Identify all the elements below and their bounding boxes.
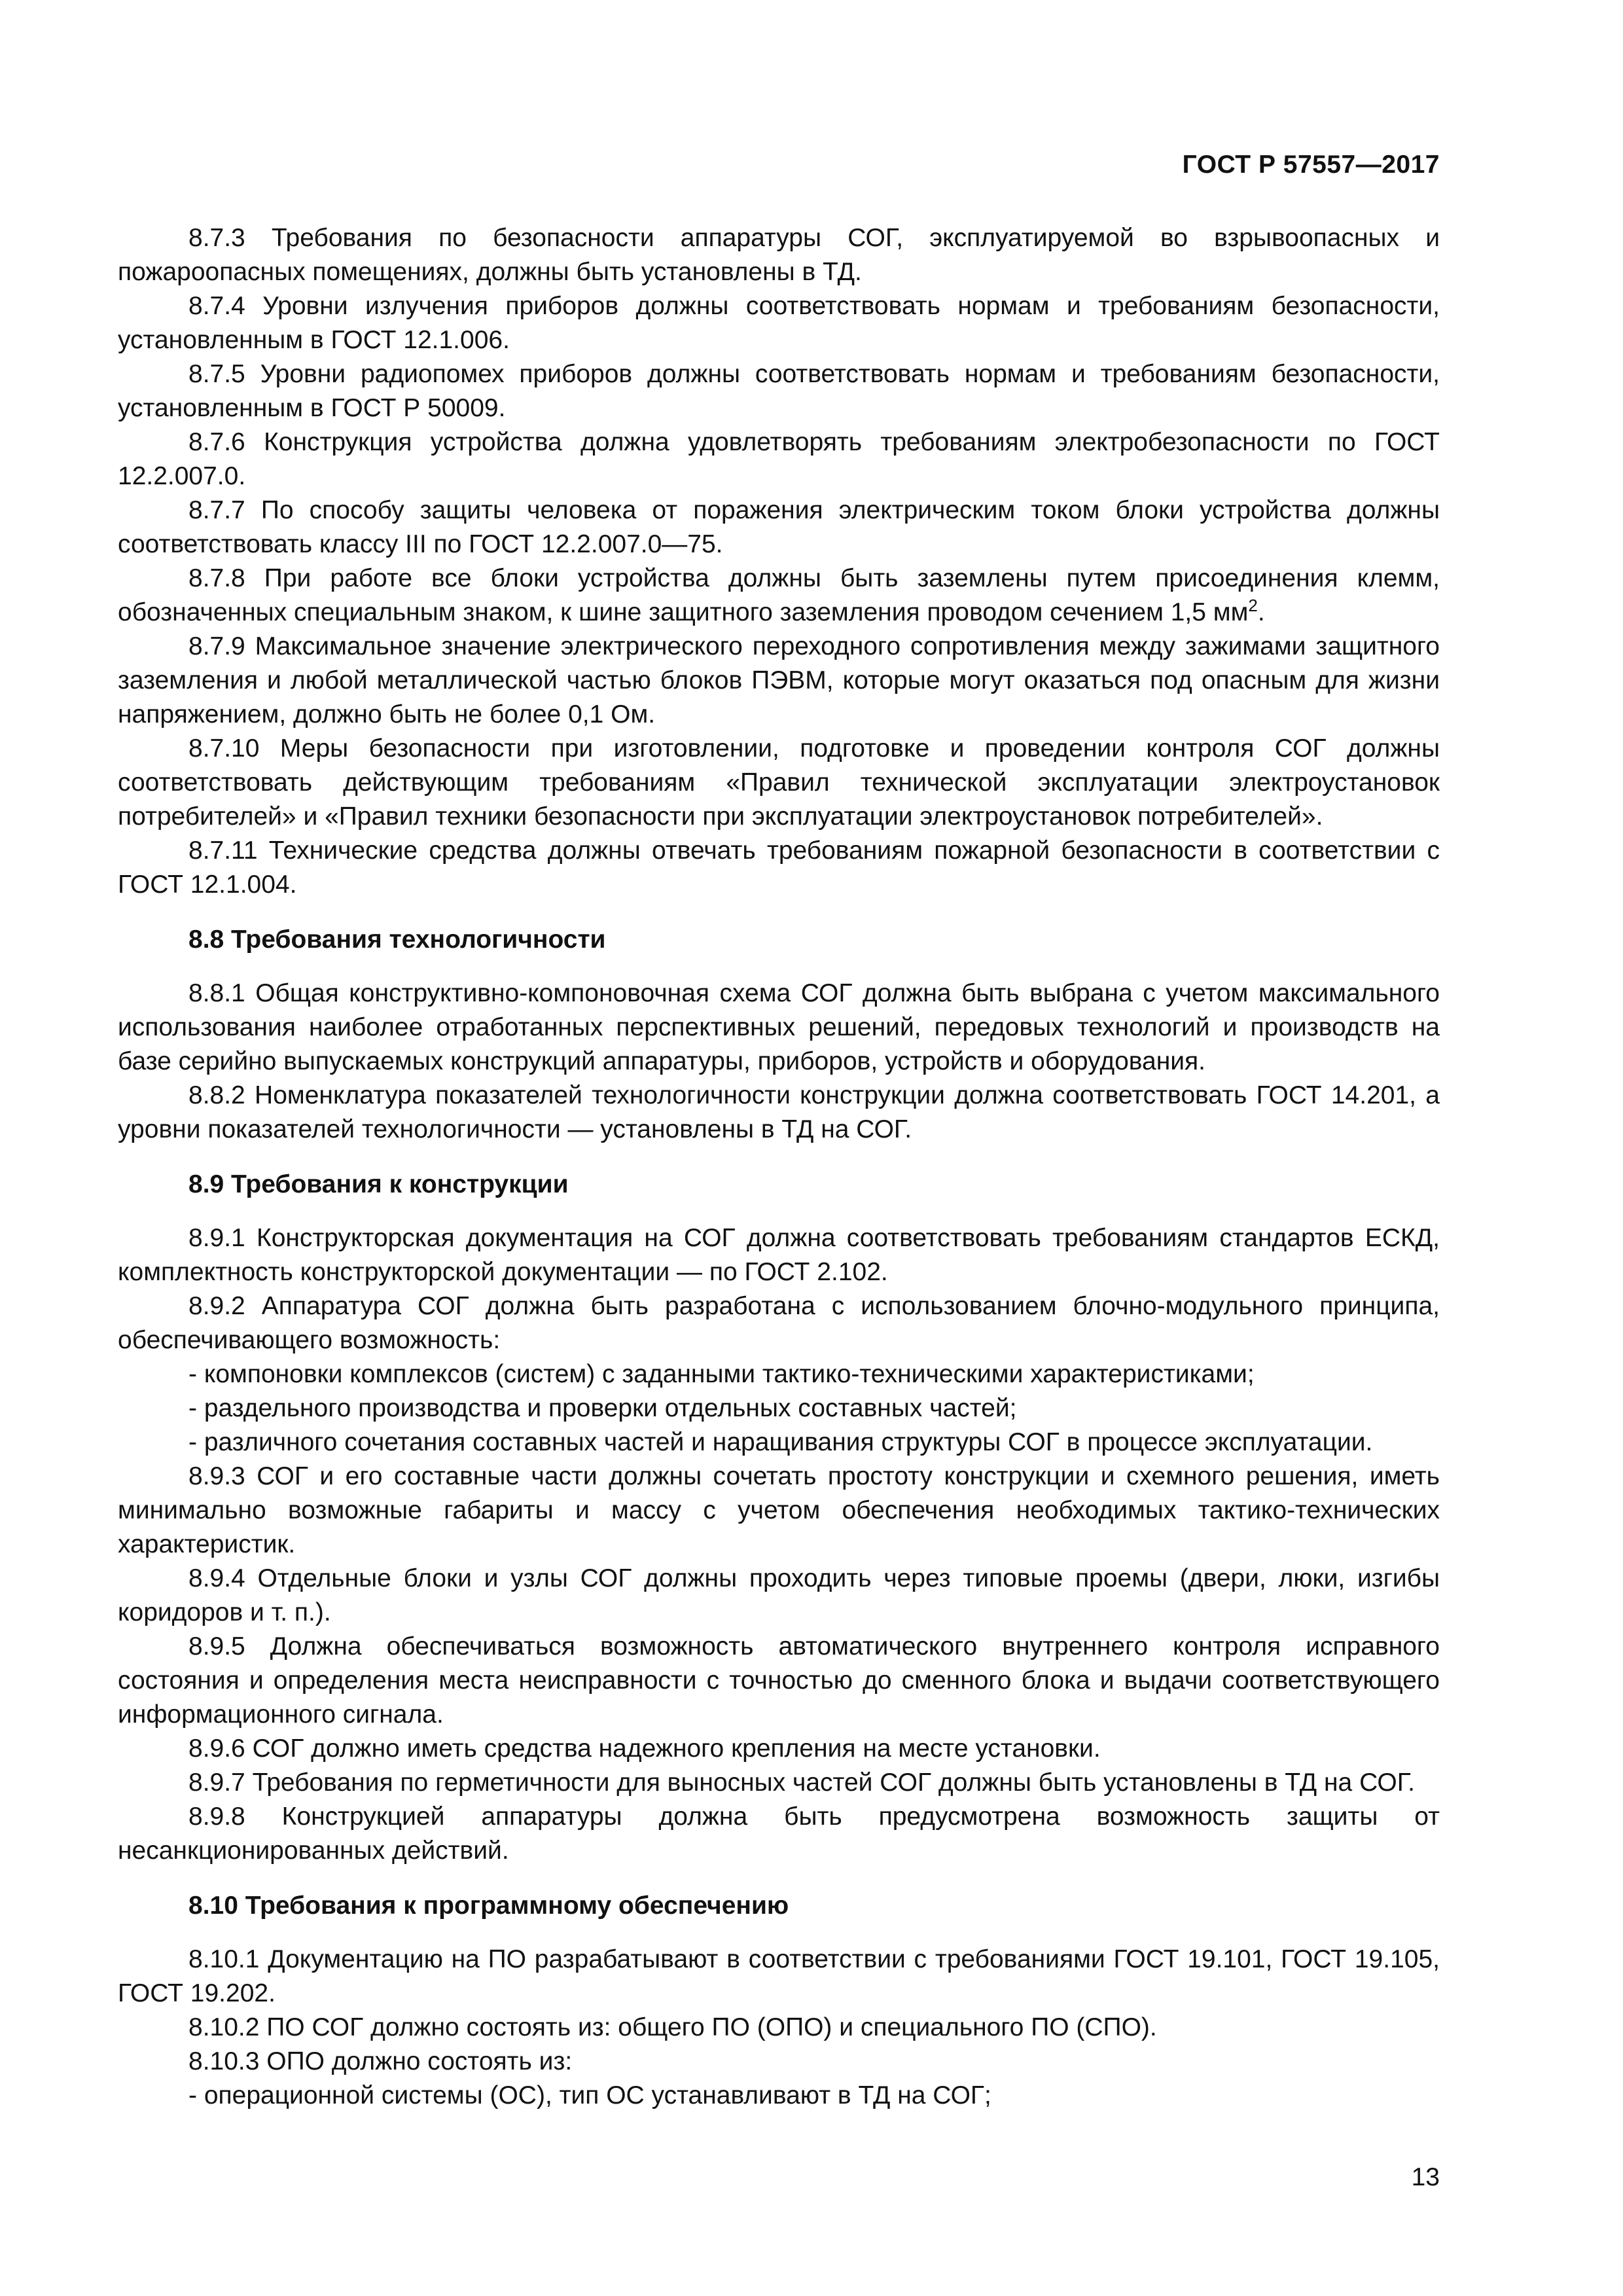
- paragraph: [118, 357, 1440, 425]
- section-heading: [118, 1168, 1440, 1202]
- list-item: [118, 1391, 1440, 1426]
- paragraph: [118, 2011, 1440, 2045]
- block-text: 8.9.4 Отдельные блоки и узлы СОГ должны проходить через типовые проемы (двери, люки, изгибы коридоров и т. п.).: [118, 1564, 1440, 1626]
- block-text: 8.9.2 Аппаратура СОГ должна быть разработана с использованием блочно-модульного принципа, обеспечивающего возможность:: [118, 1292, 1440, 1354]
- paragraph: [118, 1221, 1440, 1289]
- block-text: 8.10 Требования к программному обеспечению: [188, 1892, 789, 1920]
- paragraph: [118, 1079, 1440, 1147]
- page-number: 13: [1411, 2163, 1440, 2191]
- paragraph: [118, 1732, 1440, 1766]
- paragraph: [118, 977, 1440, 1079]
- block-text: 8.10.2 ПО СОГ должно состоять из: общего ПО (ОПО) и специального ПО (СПО).: [188, 2013, 1157, 2041]
- paragraph: [118, 1460, 1440, 1562]
- list-item: [118, 1426, 1440, 1460]
- paragraph: [118, 834, 1440, 902]
- block-text: 8.7.11 Технические средства должны отвечать требованиям пожарной безопасности в соответствии с ГОСТ 12.1.004.: [118, 836, 1440, 899]
- block-text: - компоновки комплексов (систем) с заданными тактико-техническими характеристиками;: [188, 1360, 1255, 1388]
- block-text: 8.9.5 Должна обеспечиваться возможность автоматического внутреннего контроля исправного состояния и определения места неисправности с точностью до сменного блока и выдачи соответствующего информационного сигнала.: [118, 1632, 1440, 1729]
- paragraph: [118, 1800, 1440, 1868]
- document-body: [118, 221, 1440, 2113]
- block-text: 8.7.9 Максимальное значение электрического переходного сопротивления между зажимами защитного заземления и любой металлической частью блоков ПЭВМ, которые могут оказаться под опасным для жизни напряжением, должно быть не более 0,1 Ом.: [118, 632, 1440, 728]
- block-text: 8.9 Требования к конструкции: [188, 1170, 569, 1198]
- paragraph: [118, 1630, 1440, 1732]
- block-text: - различного сочетания составных частей и наращивания структуры СОГ в процессе эксплуатации.: [188, 1428, 1373, 1456]
- superscript: 2: [1248, 596, 1258, 615]
- paragraph: [118, 1562, 1440, 1630]
- paragraph: [118, 562, 1440, 630]
- paragraph: [118, 1943, 1440, 2011]
- block-text: 8.9.3 СОГ и его составные части должны сочетать простоту конструкции и схемного решения, иметь минимально возможные габариты и массу с учетом обеспечения необходимых тактико-технических характеристик.: [118, 1462, 1440, 1558]
- block-text: 8.7.7 По способу защиты человека от поражения электрическим током блоки устройства должны соответствовать классу III по ГОСТ 12.2.007.0—75.: [118, 496, 1440, 558]
- block-text: 8.8 Требования технологичности: [188, 925, 606, 954]
- list-item: [118, 2079, 1440, 2113]
- block-text: 8.7.3 Требования по безопасности аппаратуры СОГ, эксплуатируемой во взрывоопасных и пожароопасных помещениях, должны быть установлены в ТД.: [118, 224, 1440, 286]
- block-text: 8.7.10 Меры безопасности при изготовлении, подготовке и проведении контроля СОГ должны соответствовать действующим требованиям «Правил технической эксплуатации электроустановок потребителей» и «Правил техники безопасности при эксплуатации электроустановок потребителей».: [118, 734, 1440, 831]
- paragraph: [118, 732, 1440, 834]
- paragraph: [118, 630, 1440, 732]
- block-text: 8.7.8 При работе все блоки устройства должны быть заземлены путем присоединения клемм, обозначенных специальным знаком, к шине защитного заземления проводом сечением 1,5 мм: [118, 564, 1440, 626]
- paragraph: [118, 289, 1440, 357]
- paragraph: [118, 1766, 1440, 1800]
- section-heading: [118, 923, 1440, 957]
- paragraph: [118, 2045, 1440, 2079]
- block-text: 8.8.2 Номенклатура показателей технологичности конструкции должна соответствовать ГОСТ 14.201, а уровни показателей технологичности — установлены в ТД на СОГ.: [118, 1081, 1440, 1143]
- block-text: 8.10.3 ОПО должно состоять из:: [188, 2047, 573, 2075]
- block-text: 8.9.6 СОГ должно иметь средства надежного крепления на месте установки.: [188, 1734, 1101, 1763]
- block-text: 8.7.4 Уровни излучения приборов должны соответствовать нормам и требованиям безопасности, установленным в ГОСТ 12.1.006.: [118, 292, 1440, 354]
- block-text: 8.10.1 Документацию на ПО разрабатывают в соответствии с требованиями ГОСТ 19.101, ГОСТ 19.105, ГОСТ 19.202.: [118, 1945, 1440, 2007]
- list-item: [118, 1357, 1440, 1391]
- block-text: 8.8.1 Общая конструктивно-компоновочная схема СОГ должна быть выбрана с учетом максимального использования наиболее отработанных перспективных решений, передовых технологий и производств на базе серийно выпускаемых конструкций аппаратуры, приборов, устройств и оборудования.: [118, 979, 1440, 1075]
- block-text: 8.9.8 Конструкцией аппаратуры должна быть предусмотрена возможность защиты от несанкционированных действий.: [118, 1803, 1440, 1865]
- paragraph: [118, 1289, 1440, 1357]
- document-page: [118, 0, 1440, 2296]
- block-text: 8.9.7 Требования по герметичности для выносных частей СОГ должны быть установлены в ТД на СОГ.: [188, 1768, 1415, 1797]
- block-text: 8.9.1 Конструкторская документация на СОГ должна соответствовать требованиям стандартов ЕСКД, комплектность конструкторской документации — по ГОСТ 2.102.: [118, 1224, 1440, 1286]
- section-heading: [118, 1889, 1440, 1923]
- block-text: - раздельного производства и проверки отдельных составных частей;: [188, 1394, 1017, 1422]
- block-text: 8.7.5 Уровни радиопомех приборов должны соответствовать нормам и требованиям безопасности, установленным в ГОСТ Р 50009.: [118, 360, 1440, 422]
- document-header: ГОСТ Р 57557—2017: [1182, 151, 1440, 179]
- block-tail: .: [1257, 598, 1265, 626]
- paragraph: [118, 493, 1440, 562]
- block-text: - операционной системы (ОС), тип ОС устанавливают в ТД на СОГ;: [188, 2081, 991, 2109]
- paragraph: [118, 221, 1440, 289]
- block-text: 8.7.6 Конструкция устройства должна удовлетворять требованиям электробезопасности по ГОСТ 12.2.007.0.: [118, 428, 1440, 490]
- paragraph: [118, 425, 1440, 493]
